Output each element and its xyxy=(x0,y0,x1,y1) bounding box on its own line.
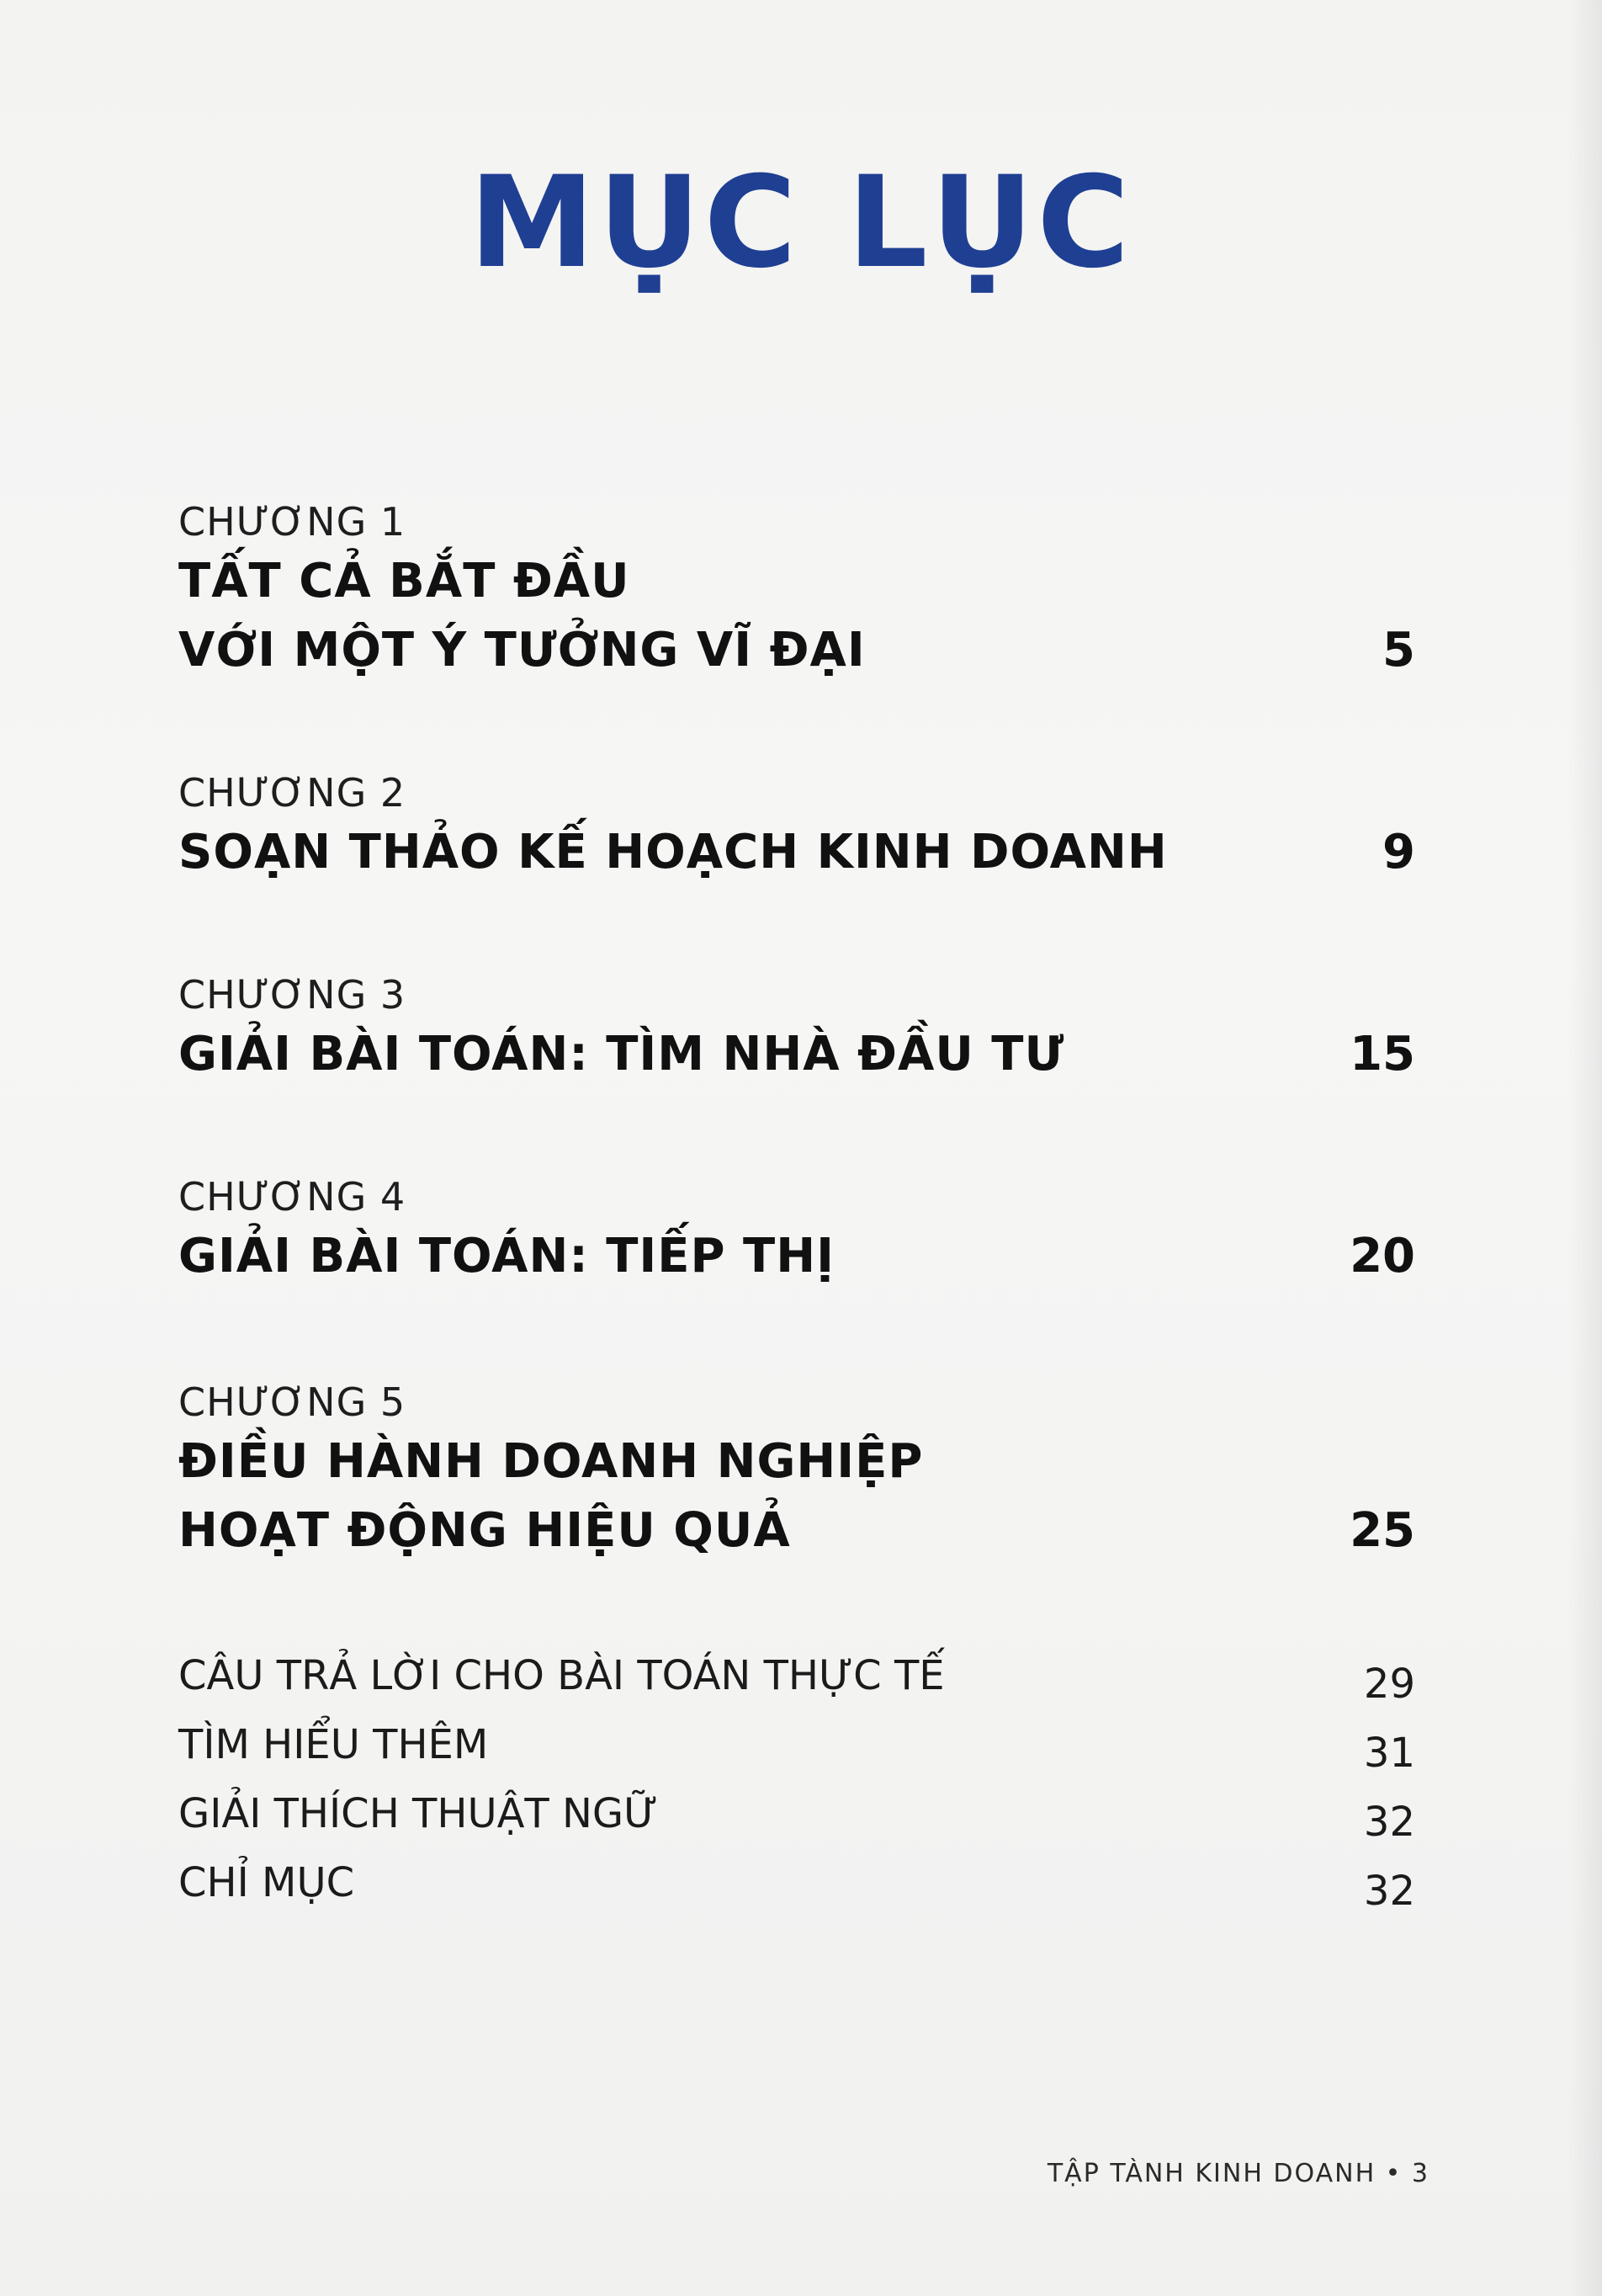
page-title: MỤC LỤC xyxy=(469,150,1133,296)
chapter-title-line: TẤT CẢ BẮT ĐẦU xyxy=(178,554,630,609)
appendix-page-number: 29 xyxy=(1363,1661,1415,1708)
appendix-item[interactable] xyxy=(178,1641,1415,1710)
chapter-page-number: 25 xyxy=(1350,1503,1415,1558)
chapter-title-line: SOẠN THẢO KẾ HOẠCH KINH DOANH xyxy=(178,825,1168,880)
chapter-row xyxy=(178,547,1415,685)
chapter-title-line: ĐIỀU HÀNH DOANH NGHIỆP xyxy=(178,1434,924,1489)
chapter-title-line: GIẢI BÀI TOÁN: TIẾP THỊ xyxy=(178,1229,835,1284)
chapter-label: CHƯƠNG 3 xyxy=(178,972,406,1018)
appendix-item[interactable] xyxy=(178,1710,1415,1779)
chapter-label: CHƯƠNG 4 xyxy=(178,1174,406,1220)
chapter-label: CHƯƠNG 2 xyxy=(178,770,406,816)
chapter-entry-4[interactable] xyxy=(178,1172,1415,1291)
appendix-label: CÂU TRẢ LỜI CHO BÀI TOÁN THỰC TẾ xyxy=(178,1652,945,1699)
chapter-entry-3[interactable] xyxy=(178,970,1415,1089)
chapter-entry-2[interactable] xyxy=(178,768,1415,887)
chapter-row xyxy=(178,818,1415,887)
chapter-label: CHƯƠNG 1 xyxy=(178,499,406,545)
page-edge-shadow xyxy=(1568,0,1602,2296)
appendix-item[interactable] xyxy=(178,1848,1415,1917)
appendix-page-number: 32 xyxy=(1363,1868,1415,1915)
chapter-title-line: VỚI MỘT Ý TƯỞNG VĨ ĐẠI xyxy=(178,623,866,678)
appendix-label: GIẢI THÍCH THUẬT NGỮ xyxy=(178,1790,659,1837)
chapter-entry-5[interactable] xyxy=(178,1377,1415,1565)
chapter-label: CHƯƠNG 5 xyxy=(178,1379,406,1425)
appendix-page-number: 31 xyxy=(1363,1730,1415,1777)
chapter-row xyxy=(178,1020,1415,1089)
chapter-page-number: 9 xyxy=(1382,825,1415,880)
appendix-list xyxy=(178,1641,1415,1917)
chapter-page-number: 15 xyxy=(1350,1027,1415,1082)
appendix-item[interactable] xyxy=(178,1779,1415,1848)
chapter-page-number: 5 xyxy=(1382,623,1415,678)
chapter-entry-1[interactable] xyxy=(178,497,1415,685)
chapter-row xyxy=(178,1427,1415,1565)
appendix-label: TÌM HIỂU THÊM xyxy=(178,1721,489,1768)
running-footer: TẬP TÀNH KINH DOANH • 3 xyxy=(1047,2159,1430,2188)
chapter-row xyxy=(178,1222,1415,1291)
appendix-page-number: 32 xyxy=(1363,1799,1415,1846)
chapter-title-line: HOẠT ĐỘNG HIỆU QUẢ xyxy=(178,1503,791,1558)
chapter-page-number: 20 xyxy=(1350,1229,1415,1284)
chapter-title-line: GIẢI BÀI TOÁN: TÌM NHÀ ĐẦU TƯ xyxy=(178,1027,1065,1082)
appendix-label: CHỈ MỤC xyxy=(178,1859,355,1906)
